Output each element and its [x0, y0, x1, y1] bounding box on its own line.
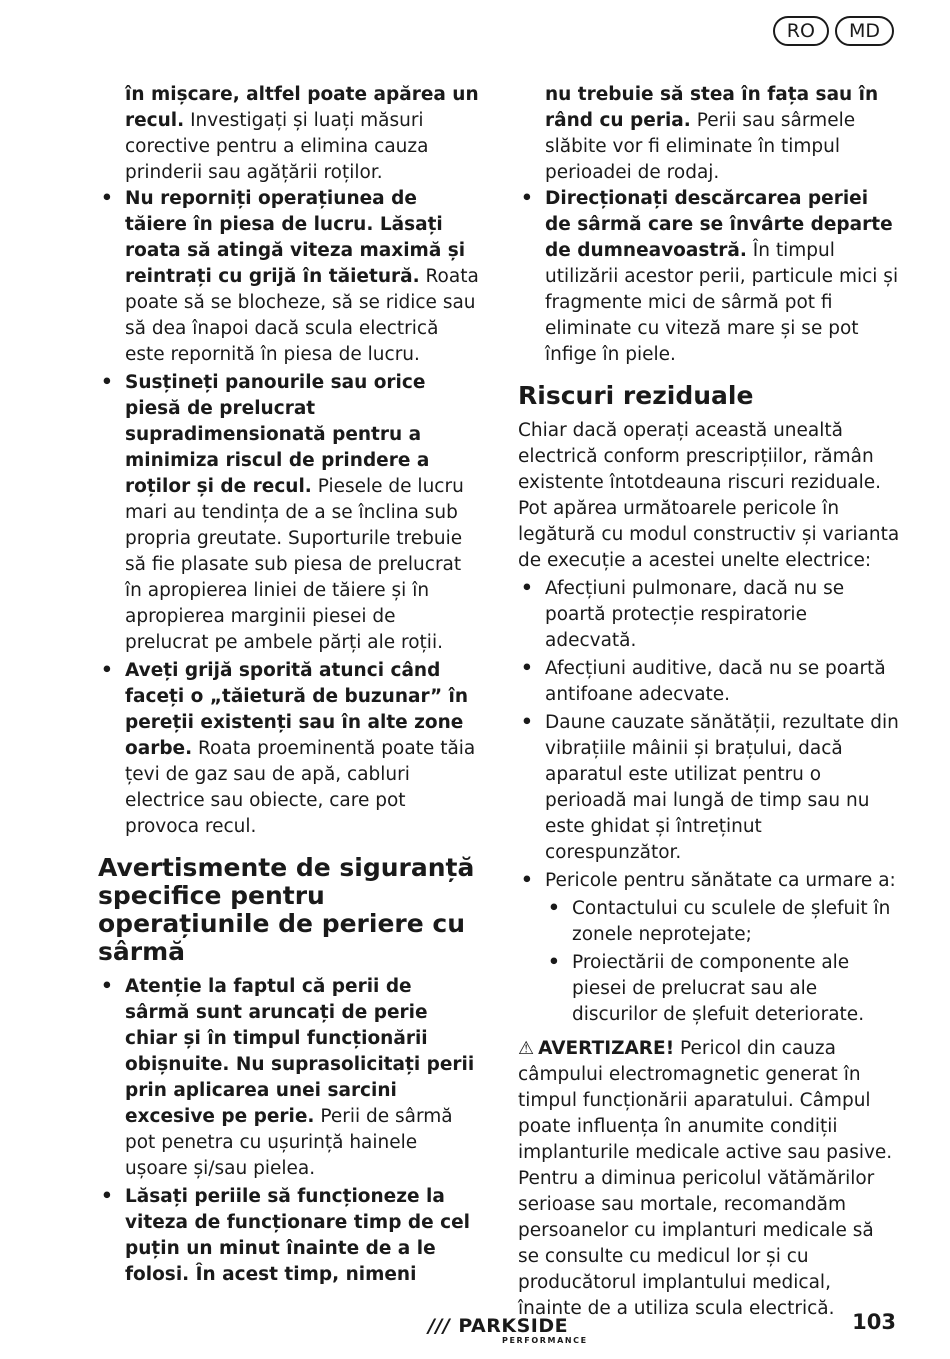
brush-list — [518, 186, 900, 368]
item-text: În timpul utilizării acestor perii, particule mici și fragmente mici de sârmă pot fi eliminate cu viteză mare și se pot înfige în piele. — [545, 240, 899, 365]
right-column — [518, 82, 900, 1322]
residual-intro: Chiar dacă operați această unealtă electrică conform prescripțiilor, rămân existente întotdeauna riscuri reziduale. Pot apărea următoarele pericole în legătură cu modul constructiv și varianta de execuție a acestei unelte electrice: — [518, 420, 900, 571]
item-bold: Susțineți panourile sau orice piesă de prelucrat supradimensionată pentru a minimiza riscul de prindere a roților și de recul. — [125, 372, 430, 497]
item-text: Roata poate să se blocheze, să se ridice sau să dea înapoi dacă scula electrică este repornită în piesa de lucru. — [125, 266, 479, 365]
list-item — [518, 186, 900, 368]
continued-bold: nu trebuie să stea în fața sau în rând cu peria. — [545, 84, 879, 131]
list-item — [98, 974, 480, 1182]
brand-slashes-icon: /// — [428, 1315, 451, 1337]
section-heading-wire-brush: Avertismente de siguranță specifice pentru operațiunile de periere cu sârmă — [98, 853, 475, 966]
brand-name: PARKSIDE — [458, 1315, 569, 1337]
warning-triangle-icon: ⚠ — [518, 1038, 535, 1059]
continued-bold: în mișcare, altfel poate apărea un recul. — [125, 84, 479, 131]
list-item — [98, 1184, 480, 1288]
page-number: 103 — [852, 1310, 896, 1334]
continued-text: Perii sau sârmele slăbite vor fi eliminate în timpul perioadei de rodaj. — [545, 110, 856, 183]
badge-ro: RO — [773, 16, 829, 46]
item-text: Pericole pentru sănătate ca urmare a: — [545, 870, 896, 891]
item-text: Roata proeminentă poate tăia țevi de gaz sau de apă, cabluri electrice sau obiecte, care pot provoca recul. — [125, 738, 476, 837]
list-item: • Afecțiuni auditive, dacă nu se poartă antifoane adecvate. — [518, 656, 900, 708]
brand-subtitle: PERFORMANCE — [502, 1336, 588, 1345]
item-text: Piesele de lucru mari au tendința de a se înclina sub propria greutate. Suporturile trebuie să fie plasate sub piesa de prelucrat în apropierea liniei de tăiere și în apropierea marginii piesei de prelucrat pe ambele părți ale roții. — [125, 476, 464, 653]
item-bold: Aveți grijă sporită atunci când faceți o „tăietură de buzunar” în pereții existenți sau în alte zone oarbe. — [125, 660, 469, 759]
item-bold: Nu reporniți operațiunea de tăiere în piesa de lucru. Lăsați roata să atingă viteza maximă și reintrați cu grijă în tăietură. — [125, 188, 466, 287]
item-bold: Lăsați periile să funcționeze la viteza de funcționare timp de cel puțin un minut înainte de a le folosi. În acest timp, nimeni — [125, 1186, 470, 1285]
warning-label: AVERTIZARE! — [538, 1038, 675, 1059]
warning-paragraph — [518, 1036, 900, 1322]
warning-text: Pericol din cauza câmpului electromagnetic generat în timpul funcționării aparatului. Câmpul poate influența în anumite condiții implanturile medicale active sau pasive. Pentru a diminua pericolul vătămărilor serioase sau mortale, recomandăm persoanelor cu implanturi medicale să se consulte cu medicul lor și cu producătorul implantului medical, înainte de a utiliza scula electrică. — [518, 1038, 893, 1319]
sub-list-item: • Contactului cu sculele de șlefuit în zonele neprotejate; — [545, 896, 900, 948]
sub-risk-list — [545, 896, 900, 1028]
continued-paragraph — [518, 82, 900, 186]
continued-text: Investigați și luați măsuri corective pentru a elimina cauza prinderii sau agățării roților. — [125, 110, 429, 183]
language-badges — [773, 16, 894, 46]
badge-md: MD — [835, 16, 894, 46]
wire-brush-list — [98, 974, 480, 1288]
item-bold: Direcționați descărcarea periei de sârmă care se învârte departe de dumneavoastră. — [545, 188, 893, 261]
item-text: Perii de sârmă pot penetra cu ușurință hainele ușoare și/sau pielea. — [125, 1106, 453, 1179]
left-column — [98, 82, 480, 1290]
list-item — [98, 370, 480, 656]
list-item: • Afecțiuni pulmonare, dacă nu se poartă protecție respiratorie adecvată. — [518, 576, 900, 654]
item-bold: Atenție la faptul că perii de sârmă sunt aruncați de perie chiar și în timpul funcționării obișnuite. Nu suprasolicitați perii prin aplicarea unei sarcini excesive pe perie. — [125, 976, 475, 1127]
risk-list — [518, 576, 900, 1028]
continued-paragraph — [98, 82, 480, 186]
list-item — [98, 186, 480, 368]
sub-list-item: • Proiectării de componente ale piesei de prelucrat sau ale discurilor de șlefuit deteriorate. — [545, 950, 900, 1028]
list-item: • Daune cauzate sănătății, rezultate din vibrațiile mâinii și brațului, dacă aparatul este utilizat pentru o perioadă mai lungă de timp sau nu este ghidat și întreținut corespunzător. — [518, 710, 900, 866]
list-item — [98, 658, 480, 840]
list-item — [518, 868, 900, 1028]
warning-list — [98, 186, 480, 840]
section-heading-residual-risks: Riscuri reziduale — [518, 381, 754, 410]
brand-logo — [428, 1316, 588, 1346]
